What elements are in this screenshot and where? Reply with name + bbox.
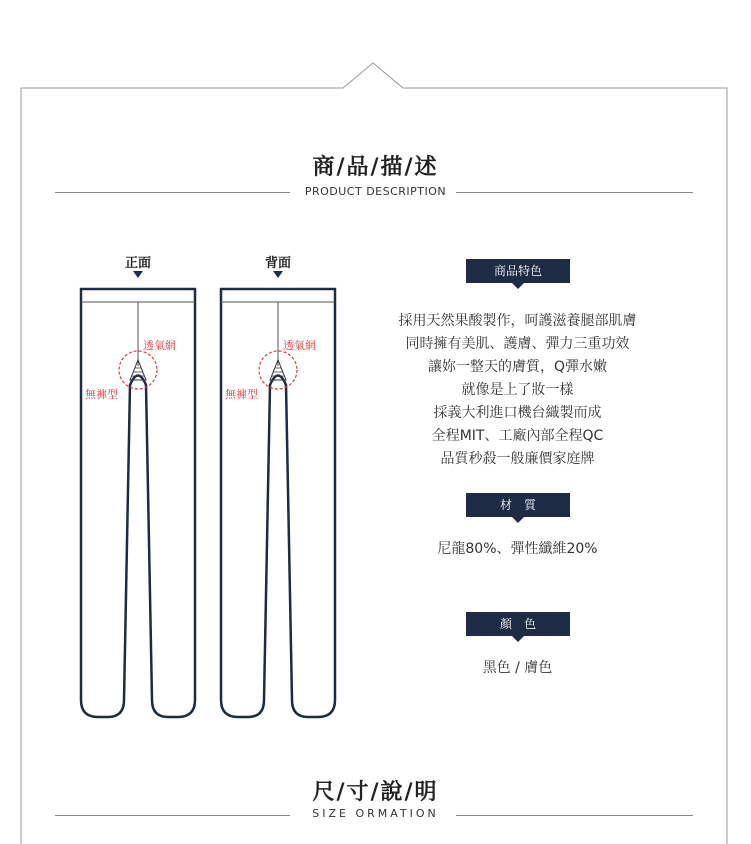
back-mesh-label: 透氣網 — [283, 339, 316, 352]
material-badge: 材 質 — [466, 493, 570, 517]
feature-line: 讓妳一整天的膚質，Q彈水嫩 — [427, 359, 608, 375]
feature-line: 品質秒殺一般廉價家庭牌 — [440, 451, 595, 467]
color-badge: 顏 色 — [466, 612, 570, 636]
features-badge: 商品特色 — [466, 259, 570, 283]
product-description-subtitle: PRODUCT DESCRIPTION — [0, 185, 751, 198]
feature-line: 就像是上了妝一樣 — [461, 382, 574, 398]
features-list — [355, 310, 680, 471]
feature-line: 採用天然果酸製作，呵護滋養腿部肌膚 — [398, 313, 637, 329]
feature-line: 全程MIT、工廠內部全程QC — [431, 428, 604, 444]
front-view-label: 正面 — [124, 256, 151, 271]
feature-line: 同時擁有美肌、護膚、彈力三重功效 — [405, 336, 630, 352]
feature-line: 採義大利進口機台織製而成 — [433, 405, 602, 421]
front-tights-drawing — [81, 289, 195, 717]
front-no-crotch-label: 無褲型 — [85, 388, 118, 401]
size-info-subtitle: SIZE ORMATION — [0, 807, 751, 820]
size-info-title: 尺/寸/說/明 — [312, 780, 439, 805]
color-text: 黑色 / 膚色 — [482, 660, 553, 676]
back-tights-drawing — [221, 289, 335, 717]
back-view-label: 背面 — [264, 256, 291, 271]
front-mesh-label: 透氣網 — [143, 339, 176, 352]
back-no-crotch-label: 無褲型 — [225, 388, 258, 401]
product-description-title: 商/品/描/述 — [312, 155, 439, 180]
material-text: 尼龍80%、彈性纖維20% — [437, 541, 598, 557]
